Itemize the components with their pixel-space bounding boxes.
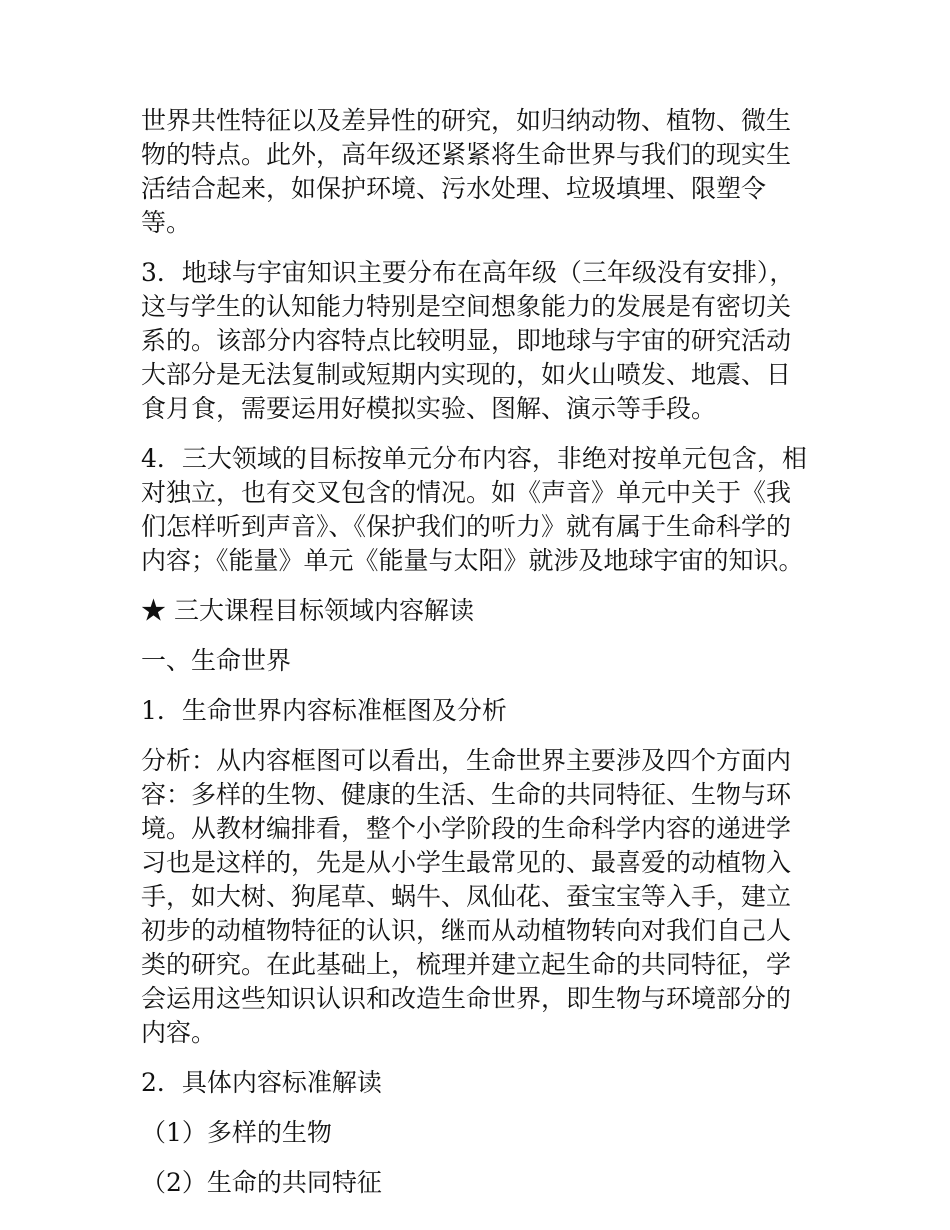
list-item-diverse-organisms: （1）多样的生物 <box>141 1118 332 1147</box>
section-heading-life-world: 一、生命世界 <box>141 646 292 675</box>
subheading-framework-analysis: 1．生命世界内容标准框图及分析 <box>141 696 507 725</box>
subheading-content-standards: 2．具体内容标准解读 <box>141 1068 382 1097</box>
list-item-common-features: （2）生命的共同特征 <box>141 1168 382 1197</box>
section-heading-three-domains: ★ 三大课程目标领域内容解读 <box>141 596 474 625</box>
paragraph-continuation: 世界共性特征以及差异性的研究，如归纳动物、植物、微生物的特点。此外，高年级还紧紧将生命世界与我们的现实生活结合起来，如保护环境、污水处理、垃圾填埋、限塑令等。 <box>141 106 792 237</box>
document-body <box>141 104 811 1216</box>
paragraph-earth-universe: 3．地球与宇宙知识主要分布在高年级（三年级没有安排），这与学生的认知能力特别是空间想象能力的发展是有密切关系的。该部分内容特点比较明显，即地球与宇宙的研究活动大部分是无法复制或短期内实现的，如火山喷发、地震、日食月食，需要运用好模拟实验、图解、演示等手段。 <box>141 258 795 423</box>
paragraph-analysis: 分析：从内容框图可以看出，生命世界主要涉及四个方面内容：多样的生物、健康的生活、生命的共同特征、生物与环境。从教材编排看，整个小学阶段的生命科学内容的递进学习也是这样的，先是从小学生最常见的、最喜爱的动植物入手，如大树、狗尾草、蜗牛、凤仙花、蚕宝宝等入手，建立初步的动植物特征的认识，继而从动植物转向对我们自己人类的研究。在此基础上，梳理并建立起生命的共同特征，学会运用这些知识认识和改造生命世界，即生物与环境部分的内容。 <box>141 746 792 1047</box>
paragraph-unit-distribution: 4．三大领域的目标按单元分布内容，非绝对按单元包含，相对独立，也有交叉包含的情况。如《声音》单元中关于《我们怎样听到声音》、《保护我们的听力》就有属于生命科学的内容；《能量》单元《能量与太阳》就涉及地球宇宙的知识。 <box>141 444 807 575</box>
